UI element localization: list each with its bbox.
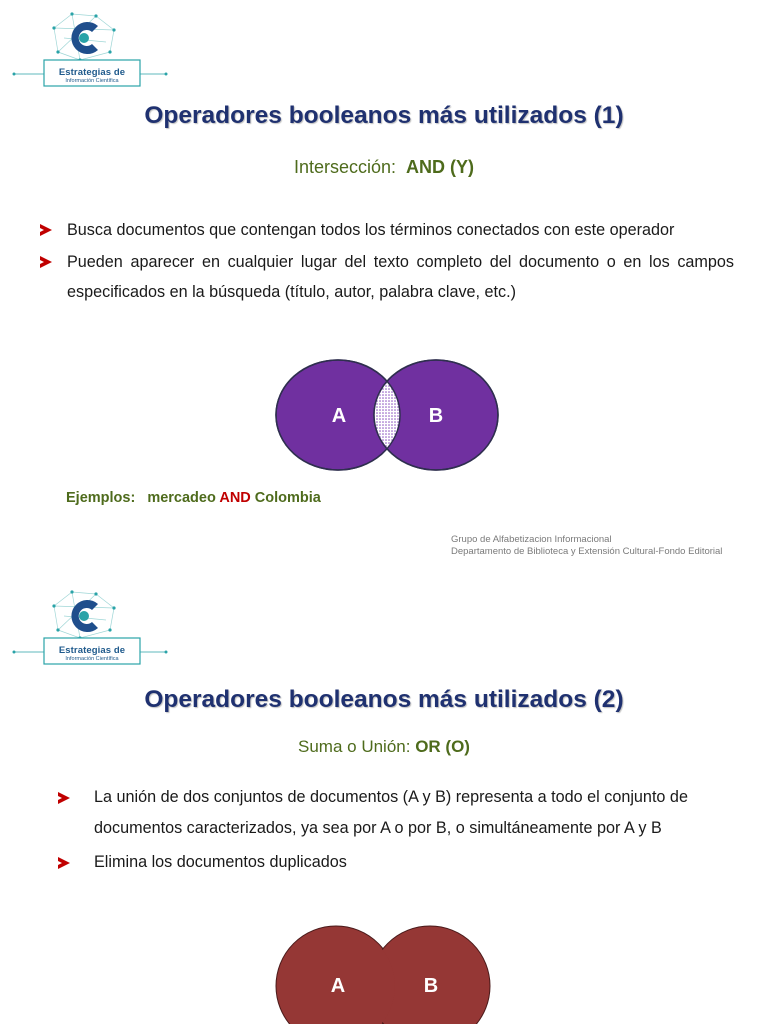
bullet-text: Busca documentos que contengan todos los términos conectados con este operador: [67, 221, 675, 239]
slide-subtitle: [0, 157, 768, 178]
logo-title: Estrategias de: [58, 645, 126, 656]
slide-title: Operadores booleanos más utilizados (2): [144, 686, 624, 713]
subtitle-operator: AND (Y): [406, 157, 475, 177]
subtitle-prefix: Suma o Unión:: [298, 737, 411, 756]
example-term-1: mercadeo: [147, 490, 216, 506]
bullet-text: Pueden aparecer en cualquier lugar del texto completo del documento o en los campos especificados en la búsqueda (título, autor, palabra clave, etc.): [67, 253, 734, 301]
logo: [6, 8, 172, 90]
examples-label: Ejemplos:: [66, 490, 136, 506]
arrow-bullet-icon: [58, 792, 70, 804]
list-item: [58, 782, 744, 844]
example-term-2: Colombia: [254, 490, 321, 506]
list-item: [58, 847, 744, 878]
arrow-bullet-icon: [40, 256, 52, 268]
subtitle-operator: OR (O): [415, 737, 470, 756]
slide-2: [0, 580, 768, 1024]
logo-subtitle: Información Científica: [65, 77, 119, 84]
example-operator: AND: [219, 490, 251, 506]
bullet-list: [40, 215, 734, 309]
arrow-bullet-icon: [40, 224, 52, 236]
slide-subtitle: [0, 737, 768, 757]
footer-line-2: Departamento de Biblioteca y Extensión Cultural-Fondo Editorial: [451, 546, 723, 557]
bullet-list: [58, 782, 744, 881]
logo-subtitle: Información Científica: [65, 655, 119, 662]
bullet-text: La unión de dos conjuntos de documentos (A y B) representa a todo el conjunto de documentos caracterizados, ya sea por A o por B, o simultáneamente por A y B: [94, 788, 688, 837]
set-a-label: A: [330, 975, 346, 997]
venn-diagram-union: [274, 924, 494, 1024]
set-b-label: B: [428, 405, 444, 427]
logo: [6, 586, 172, 668]
logo-title: Estrategias de: [58, 67, 126, 78]
slide-footer: [451, 534, 722, 558]
set-b-label: B: [423, 975, 439, 997]
set-a-label: A: [331, 405, 347, 427]
venn-diagram-intersection: [274, 358, 502, 474]
list-item: [40, 247, 734, 307]
bullet-text: Elimina los documentos duplicados: [94, 853, 347, 871]
subtitle-prefix: Intersección:: [293, 157, 397, 177]
footer-line-1: Grupo de Alfabetizacion Informacional: [451, 534, 612, 545]
examples-line: [66, 490, 321, 506]
slide-title: Operadores booleanos más utilizados (1): [144, 102, 624, 129]
arrow-bullet-icon: [58, 857, 70, 869]
list-item: [40, 215, 734, 245]
